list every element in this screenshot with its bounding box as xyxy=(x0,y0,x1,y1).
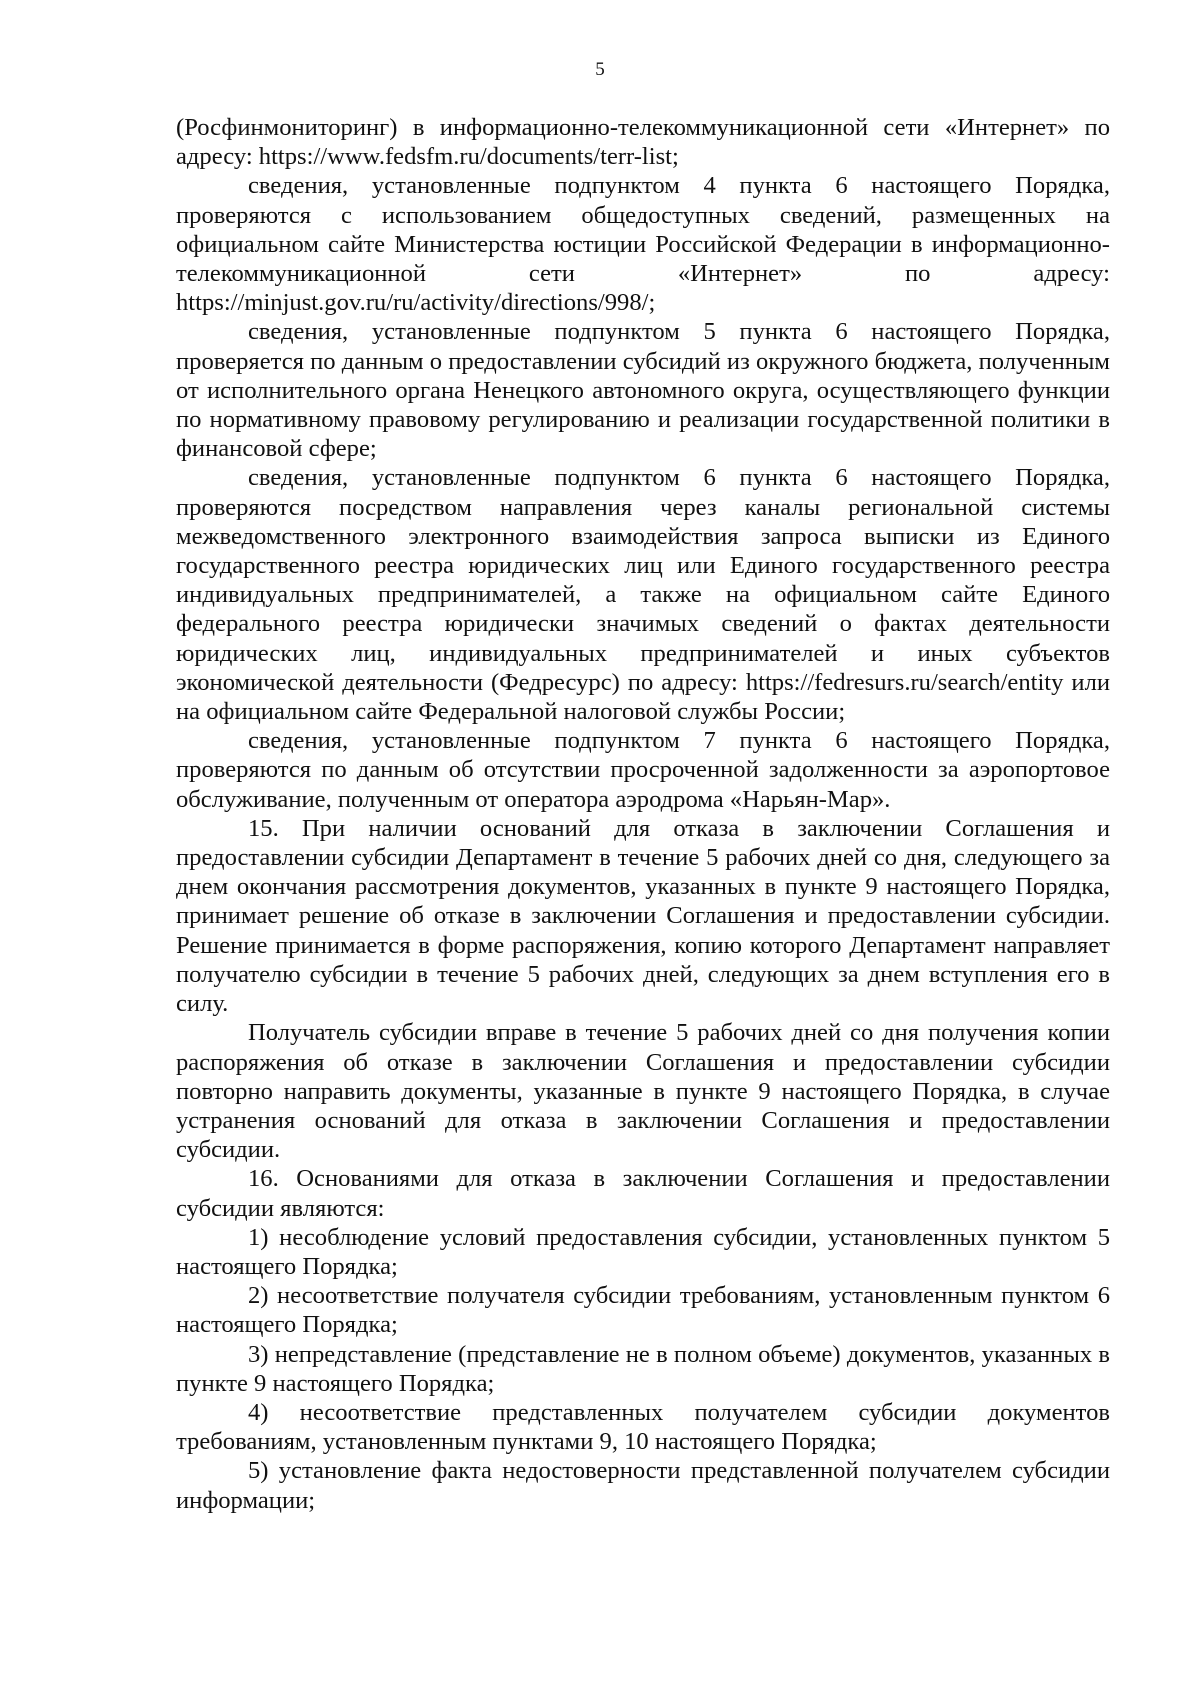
paragraph-clause-15: 15. При наличии оснований для отказа в заключении Соглашения и предоставлении субсидии Департамент в течение 5 рабочих дней со дня, следующего за днем окончания рассмотрения документов, указанных в пункте 9 настоящего Порядка, принимает решение об отказе в заключении Соглашения и предоставлении субсидии. Решение принимается в форме распоряжения, копию которого Департамент направляет получателю субсидии в течение 5 рабочих дней, следующих за днем вступления его в силу. xyxy=(176,814,1110,1018)
list-item-refusal-reason-2: 2) несоответствие получателя субсидии требованиям, установленным пунктом 6 настоящего Порядка; xyxy=(176,1282,1110,1339)
list-item-refusal-reason-3: 3) непредставление (представление не в полном объеме) документов, указанных в пункте 9 настоящего Порядка; xyxy=(176,1340,1110,1397)
list-item-refusal-reason-1: 1) несоблюдение условий предоставления субсидии, установленных пунктом 5 настоящего Порядка; xyxy=(176,1223,1110,1280)
paragraph-subitem-5: сведения, установленные подпунктом 5 пункта 6 настоящего Порядка, проверяется по данным о предоставлении субсидий из окружного бюджета, полученным от исполнительного органа Ненецкого автономного округа, осуществляющего функции по нормативному правовому регулированию и реализации государственной политики в финансовой сфере; xyxy=(176,318,1110,463)
paragraph-clause-16: 16. Основаниями для отказа в заключении Соглашения и предоставлении субсидии являются: xyxy=(176,1165,1110,1222)
paragraph-subitem-6: сведения, установленные подпунктом 6 пункта 6 настоящего Порядка, проверяются посредством направления через каналы региональной системы межведомственного электронного взаимодействия запроса выписки из Единого государственного реестра юридических лиц или Единого государственного реестра индивидуальных предпринимателей, а также на официальном сайте Единого федерального реестра юридически значимых сведений о фактах деятельности юридических лиц, индивидуальных предпринимателей и иных субъектов экономической деятельности (Федресурс) по адресу: https://fedresurs.ru/search/entity или на официальном сайте Федеральной налоговой службы России; xyxy=(176,464,1110,726)
page-number: 5 xyxy=(595,59,605,80)
document-body xyxy=(176,113,1110,1515)
paragraph-clause-15-resubmission: Получатель субсидии вправе в течение 5 рабочих дней со дня получения копии распоряжения об отказе в заключении Соглашения и предоставлении субсидии повторно направить документы, указанные в пункте 9 настоящего Порядка, в случае устранения оснований для отказа в заключении Соглашения и предоставлении субсидии. xyxy=(176,1019,1110,1164)
paragraph-continuation: (Росфинмониторинг) в информационно-телекоммуникационной сети «Интернет» по адресу: https://www.fedsfm.ru/documents/terr-list; xyxy=(176,114,1110,171)
paragraph-subitem-4: сведения, установленные подпунктом 4 пункта 6 настоящего Порядка, проверяются с использованием общедоступных сведений, размещенных на официальном сайте Министерства юстиции Российской Федерации в информационно-телекоммуникационной сети «Интернет» по адресу: https://minjust.gov.ru/ru/activity/directions/998/; xyxy=(176,172,1110,317)
list-item-refusal-reason-5: 5) установление факта недостоверности представленной получателем субсидии информации; xyxy=(176,1457,1110,1514)
paragraph-subitem-7: сведения, установленные подпунктом 7 пункта 6 настоящего Порядка, проверяются по данным об отсутствии просроченной задолженности за аэропортовое обслуживание, полученным от оператора аэродрома «Нарьян-Мар». xyxy=(176,727,1110,813)
list-item-refusal-reason-4: 4) несоответствие представленных получателем субсидии документов требованиям, установленным пунктами 9, 10 настоящего Порядка; xyxy=(176,1398,1110,1456)
